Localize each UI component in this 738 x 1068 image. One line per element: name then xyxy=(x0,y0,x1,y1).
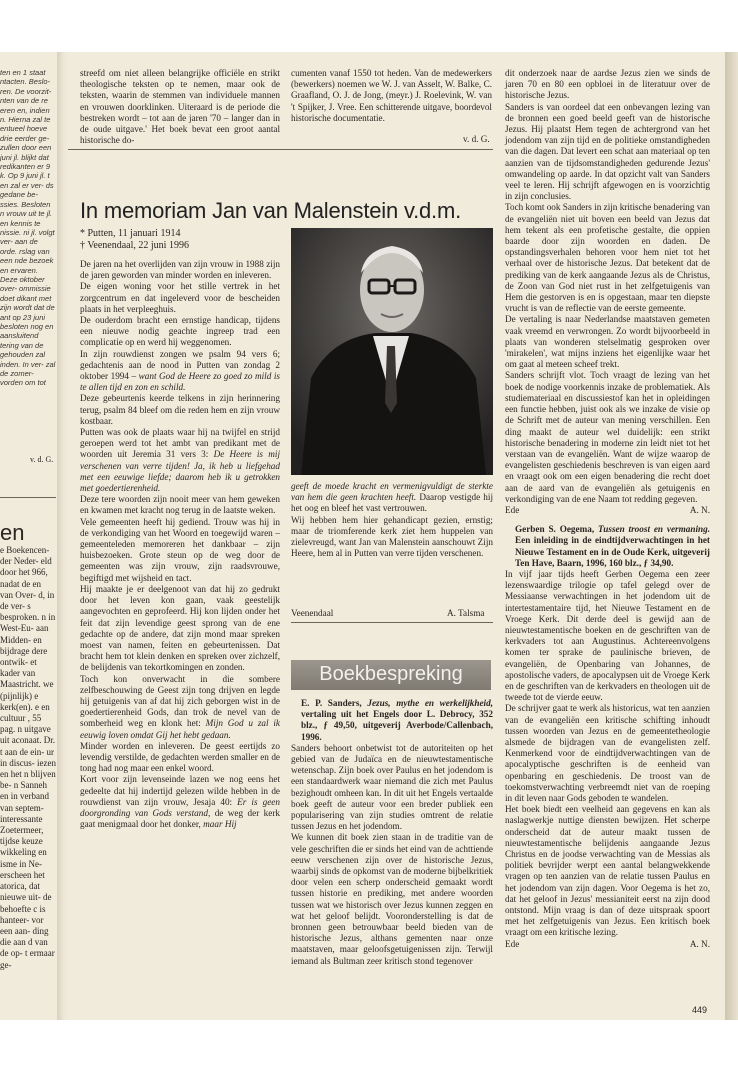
review-1-heading: E. P. Sanders, Jezus, mythe en werkelijkheid, vertaling uit het Engels door L. Debrocy, 352 blz., ƒ 49,50, uitgeverij Averbode/Callenbach, 1996. xyxy=(301,698,493,742)
gutter xyxy=(57,52,69,1020)
page-number: 449 xyxy=(692,1005,708,1015)
review-paragraph: Sanders is van oordeel dat een onbevangen lezing van de bronnen een goed beeld geeft van de historische Jezus. Hij plaatst Hem tegen de achtergrond van het jodendom van zijn tijd en de politieke omstandigheden van die dagen. Dat levert een schat aan materiaal op ten aanzien van de tijdsomstandigheden gedurende Jezus' omwandeling op aarde. In dat opzicht valt van Sanders veel te leren. Hij schrijft afgewogen en is voorzichtig in zijn conclusies. xyxy=(505,101,710,202)
section-banner-label: Boekbespreking xyxy=(319,663,463,685)
page-edge xyxy=(725,52,738,1020)
review-paragraph: In vijf jaar tijds heeft Gerben Oegema een zeer lezenswaardige trilogie op tafel gelegd over de Messiaanse verwachtingen in het jodendom uit de intertestamentaire tijd, het Nieuwe Testament en de Vroege Kerk. Dit derde deel is gewijd aan de nieuwtestamentische boeken en de geschriften van de kerkvaders tot aan Augustinus. Achtereenvolgens komen ter sprake de paulinische brieven, de evangeliën, de Openbaring van Johannes, de apostolische vaders, de apocalypsen uit de Vroege Kerk en de geschriften van de kerkvaders en theologen uit de tweede tot de vierde eeuw. xyxy=(505,568,710,703)
review-paragraph: De schrijver gaat te werk als historicus, wat ten aanzien van de evangeliën een kritische schifting inhoudt tussen woorden van Jezus en de gemeentetheologie alsmede de bijdragen van de evangelisten zelf. Kenmerkend voor de eindtijdverwachtingen van de apocalyptische geschriften is de eenheid van openbaring en geschiedenis. De troost van de toekomstverwachting verbreemdt niet van de roeping in dit leven naar Gods geboden te wandelen. xyxy=(505,703,710,803)
memoriam-paragraph: Minder worden en inleveren. De geest eertijds zo levendig verstilde, de gedachten werden smaller en de tong had nog maar een enkel woord. xyxy=(80,740,280,774)
memoriam-paragraph: Vele gemeenten heeft hij gediend. Trouw was hij in de verkondiging van het Woord en toegewijd waren – gemeenteleden memoreren het dankbaar – zijn huisbezoeken. Grote steun op de weg door de gemeenten was zijn vrouw, zijn raadsvrouwe, begiftigd met wijsheid en tact. xyxy=(80,516,280,583)
memoriam-paragraph: geeft de moede kracht en vermenigvuldigt de sterkte van hem die geen krachten heeft. Daarop vestigde hij het oog en bleef het vast vertrouwen. xyxy=(291,481,493,514)
memoriam-paragraph: De ouderdom bracht een ernstige handicap, tijdens een nieuwe nodig geachte ingreep trad een complicatie op en werd hij weggenomen. xyxy=(80,315,280,348)
review-paragraph: De vertaling is naar Nederlandse maatstaven gemeten vaak vreemd en verwrongen. Zo wordt bijvoorbeeld in plaats van wonderen stelselmatig gesproken over 'mirakelen', wat mijns inziens het eigenlijke waar het om gaat al meteen scheef trekt. xyxy=(505,314,710,370)
left-strip-rule xyxy=(0,497,56,498)
memoriam-place: Veenendaal xyxy=(291,608,334,618)
section-banner xyxy=(291,660,491,690)
review-1-signature: Ede A. N. xyxy=(505,504,710,515)
review-paragraph: dit onderzoek naar de aardse Jezus zien we sinds de jaren 70 en 80 een opbloei in de literatuur over de historische Jezus. xyxy=(505,68,710,101)
death-line: † Veenendaal, 22 juni 1996 xyxy=(80,240,189,251)
memoriam-author: A. Talsma xyxy=(447,608,485,618)
review-paragraph: Toch komt ook Sanders in zijn kritische benadering van de evangeliën niet uit boven een beeld van Jezus dat hem tekent als een profetische gestalte, die oppien baarde door zijn woorden en daden. De opstandingsverhalen behoren voor hem niet tot het verhaal over de historische Jezus. Dat betekent dat de prediking van de kerk aangaande Jezus als de Christus, de Zoon van God niet rust in het zelfgetuigenis van Hem die gestorven is en is opgestaan, maar ten diepste vrucht is van de reflectie van de eerste gemeente. xyxy=(505,202,711,314)
left-strip-bottom-text: e Boekencen- der Neder- eld door het 966, nadat de en van Over- d, in de ver- s besproken. n in West-Eu- aan Midden- en bijdrage dere ontwik- et kader van Maastricht. we (pijnlijk) e kerk(en). e en cultuur , 55 pag. n uitgave uit aconaat. Dr. t aan de ein- ur in discus- iezen en het n blijven be- n Sanneh en in verband van septem- interessante Zoetermeer, tijdse keuze wikkeling en isme in Ne- erscheen het atorica, dat nieuwe uit- de behoefte c is hanteer- vor een aan- ding die aan d van de op- t ermaar ge- xyxy=(0,545,56,970)
review-1 xyxy=(291,698,493,967)
top-divider xyxy=(68,149,493,150)
left-strip-heading: en xyxy=(0,520,25,545)
review-paragraph: Sanders behoort onbetwist tot de autoriteiten op het gebied van de Judaïca en de nieuwtestamentische wetenschap. Zijn boek over Paulus en het jodendom is een standaardwerk waar niemand die zich met Paulus bezighoudt omheen kan. In dit uit het Engels vertaalde boek geeft de auteur voor een breder publiek een popularisering van zijn studies omtrent de relatie tussen Jezus en het jodendom. xyxy=(291,742,493,832)
memoriam-column-1 xyxy=(80,259,280,830)
memoriam-paragraph: Deze tere woorden zijn nooit meer van hem geweken en kwamen met kracht nog terug in de laatste weken. xyxy=(80,494,280,516)
memoriam-paragraph: Wij hebben hem hier gehandicapt gezien, ernstig; maar de triomferende kerk ziet hem huppelen van zielevreugd, want Jan van Malenstein aanschouwt Zijn Heere, hem al in Putten van verre tijden verschenen. xyxy=(291,514,493,559)
memoriam-paragraph: De jaren na het overlijden van zijn vrouw in 1988 zijn de jaren geworden van minder worden en inleveren. xyxy=(80,259,280,281)
memoriam-paragraph: Deze gebeurtenis keerde telkens in zijn herinnering terug, psalm 84 bleef om die reden hem en zijn vrouw kostbaar. xyxy=(80,393,280,426)
review-paragraph: Het boek biedt een veelheid aan gegevens en kan als naslagwerkje nuttige diensten bewijzen. Het scherpe onderscheid dat de auteur maakt tussen de nieuwtestamentische belijdenis aangaande Jezus Christus en de joodse verwachting van de Messias als politiek bevrijder werpt een aantal belangwekkende vragen op ten aanzien van de relatie tussen Paulus en het jodendom van zijn dagen. Voor Oegema is het zo, dat het geloof in Jezus' messianiteit eerst na zijn dood ontstond. Mijn vraag is dan of deze uitspraak spoort met het zelfgetuigenis van Jezus. Een kritisch boek vraagt om een kritische lezing. xyxy=(505,804,710,938)
review-2-heading: Gerben S. Oegema, Tussen troost en vermaning. Een inleiding in de eindtijdverwachtingen in het Nieuwe Testament en in de Oude Kerk, uitgeverij Ten Have, Baarn, 1996, 160 blz., ƒ 34,90. xyxy=(515,524,710,568)
memoriam-paragraph: Toch kon onverwacht in die sombere zelfbeschouwing de Geest zijn tong drijven en legde hij getuigenis van af dat hij zich geborgen wist in de goedertierenheid Gods, dan trok de nevel van de somberheid weg en klonk het: Mijn God u zal ik eeuwig loven omdat Gij het hebt gedaan. xyxy=(80,673,280,740)
memoriam-dates xyxy=(80,228,189,252)
memoriam-end-rule xyxy=(291,622,493,623)
review-2-signature: Ede A. N. xyxy=(505,938,710,949)
birth-line: * Putten, 11 januari 1914 xyxy=(80,228,181,239)
memoriam-title: In memoriam Jan van Malenstein v.d.m. xyxy=(80,198,462,223)
top-column-1: streefd om niet alleen belangrijke officiële en strikt theologische teksten op te nemen, maar ook de teksten, waarin de stemmen van individuele mannen en vrouwen doorklinken. Uiteraard is de periode die bestreken wordt – tot aan de jaren '70 – langer dan in de oude uitgave.' Het boek bevat een groot aantal historische do- xyxy=(80,68,280,146)
memoriam-paragraph: Putten was ook de plaats waar hij na twijfel en strijd geroepen werd tot het ambt van predikant met de woorden uit Jeremia 31 vers 3: De Heere is mij verschenen van verre tijden! Ja, ik heb u liefgehad met een eeuwige liefde; daarom heb ik u getrokken met goedertierenheid. xyxy=(80,427,280,494)
portrait-illustration xyxy=(291,228,493,475)
memoriam-paragraph: Kort voor zijn levenseinde lazen we nog eens het gedeelte dat hij indertijd gelezen wilde hebben in de rouwdienst van zijn vrouw, Jesaja 40: Er is geen doorgronding van Gods verstand, de weg der kerk gaat menigmaal door het donker, maar Hij xyxy=(80,774,281,830)
review-paragraph: We kunnen dit boek zien staan in de traditie van de vele geschriften die er sinds het eind van de achttiende eeuw verschenen zijn over de historische Jezus, waarbij sinds de opkomst van de moderne bijbelkritiek door velen een scherp onderscheid gemaakt wordt tussen historie en prediking, met andere woorden tussen wat we historisch over Jezus kunnen zeggen en wat het geloof belijdt. Vooronderstelling is dat de bronnen geen betrouwbaar beeld bieden van de historische Jezus, althans gementen naar onze maatstaven, maar geloofsgetuigenissen zijn. Terwijl iemand als Bultman zeer kritisch stond tegenover xyxy=(291,832,493,966)
top-column-2: cumenten vanaf 1550 tot heden. Van de medewerkers (bewerkers) noemen we W. J. van Asselt, W. Balke, C. Graafland, O. J. de Jong, (meyr.) J. Roelevink, W. van 't Spijker, J. Vree. Een schitterende uitgave, boordevol historische documentatie. xyxy=(291,68,492,123)
left-strip-top-text: ten en 1 staat ntacten. Beslo- ren. De voorzit- nten van de re eren en, indien n. Hierna zal te entueel hoeve drie eerder ge- zullen door een juni jl. blijkt dat redikanten er 9 k. Op 9 juni jl. t en zal er ver- ds gedane be- ssies. Besloten n vrouw uit te jl. en kennis te nissie. ni jl. volgt ver- aan de orde. rslag van een nde bezoek en ervaren. Deze oktober over- ommissie doet dikant met zijn wordt dat de ant op 23 juni besloten nog en aansluitend tering van de gehouden zal inden. In ver- zal de zomer- vorden om tot xyxy=(0,68,56,388)
top-column-2-signature: v. d. G. xyxy=(463,134,490,144)
portrait-photo xyxy=(291,228,493,475)
memoriam-paragraph: De eigen woning voor het stille vertrek in het zorgcentrum en dat ingeleverd voor de bescheiden plaats in het verpleeghuis. xyxy=(80,281,280,314)
left-strip-signature: v. d. G. xyxy=(30,455,54,464)
memoriam-paragraph: In zijn rouwdienst zongen we psalm 94 vers 6; gedachtenis aan de nood in Putten van zondag 2 oktober 1994 – want God de Heere zo goed zo mild is te allen tijd en zon en schild. xyxy=(80,348,280,393)
memoriam-column-2 xyxy=(291,481,493,559)
right-column xyxy=(505,68,710,950)
review-paragraph: Sanders schrijft vlot. Toch vraagt de lezing van het boek de nodige voorkennis inzake de problematiek. Als studiemateriaal en discussiestof kan het in opleidingen een functie hebben, juist ook als we inzake de visie op de Schrift met de auteur van mening verschillen. Een ding maakt de auteur wel duidelijk: een strikt historische benadering in moderne zin leidt niet tot het verstaan van de evangeliën. Want de wijze waarop de evangelisten geschiedenis beschreven is van eigen aard en vraagt ook om een eigen benadering die recht doet aan de aard van de evangeliën als getuigenis en verkondiging van de ene Naam tot redding gegeven. xyxy=(505,370,710,504)
memoriam-paragraph: Hij maakte je er deelgenoot van dat hij zo gedrukt door het leven kon gaan, vaak geestelijk aangevochten en geprofeerd. Hij kon lijden onder het feit dat zijn levendige geest sprong van de ene gedachte op de andere, dat zijn mond maar spreken moest van namen, feiten en gebeurtenissen. Dat bracht hem tot klein denken en spreken over zichzelf, de belijdenis van tekortkomingen en zonden. xyxy=(80,583,280,673)
